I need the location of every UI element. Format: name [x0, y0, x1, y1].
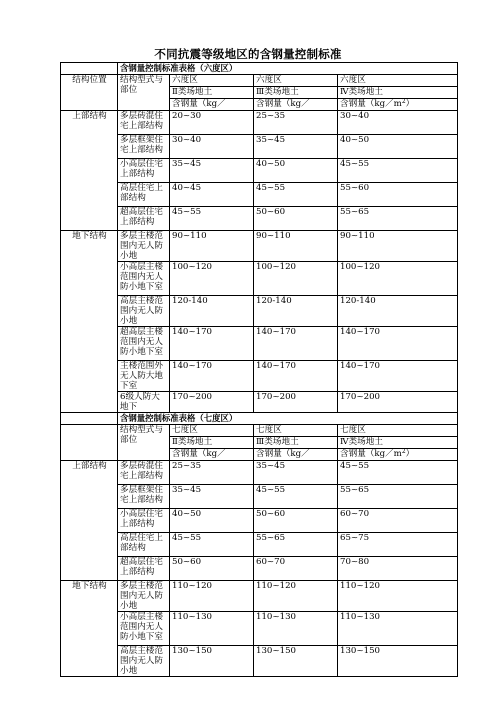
value-cell: 25~35 [170, 461, 254, 485]
section-heading: 含钢量控制标准表格（七度区） [118, 413, 458, 425]
value-cell: 140~170 [338, 327, 458, 361]
value-cell: 45~55 [338, 461, 458, 485]
zone-cell: 七度区 [254, 425, 338, 437]
value-cell: 45~55 [170, 207, 254, 231]
unit-close: ） [405, 449, 415, 459]
unit-cell: 含钢量（kg／ [170, 449, 254, 461]
type-cell: 主楼范围外无人防大地下室 [118, 361, 170, 392]
table-row [61, 135, 458, 159]
value-cell: 130~150 [254, 646, 338, 677]
value-cell: 120-140 [254, 296, 338, 327]
type-cell: 超高层主楼范围内无人防小地下室 [118, 327, 170, 361]
value-cell: 120-140 [170, 296, 254, 327]
value-cell: 110~130 [254, 612, 338, 646]
table-row [61, 296, 458, 327]
column-header-position: 结构位置 [61, 75, 118, 111]
table-row [61, 327, 458, 361]
type-cell: 小高层住宅上部结构 [118, 509, 170, 533]
value-cell: 20~30 [170, 111, 254, 135]
type-cell: 小高层住宅上部结构 [118, 159, 170, 183]
table-row [61, 509, 458, 533]
value-cell: 110~120 [170, 581, 254, 612]
zone-cell: 七度区 [170, 425, 254, 437]
value-cell: 170~200 [254, 392, 338, 413]
group-label: 地下结构 [61, 581, 118, 677]
value-cell: 65~75 [338, 533, 458, 557]
value-cell: 30~40 [170, 135, 254, 159]
value-cell: 130~150 [170, 646, 254, 677]
value-cell: 55~60 [338, 183, 458, 207]
value-cell: 140~170 [170, 361, 254, 392]
value-cell: 45~55 [338, 159, 458, 183]
zone-cell: 六度区 [338, 75, 458, 87]
value-cell: 55~65 [254, 533, 338, 557]
table-row [61, 183, 458, 207]
site-cell: Ⅱ类场地土 [170, 87, 254, 99]
table-row [61, 646, 458, 677]
value-cell: 55~65 [338, 485, 458, 509]
column-header-type: 结构型式与部位 [118, 425, 170, 461]
table-row [61, 231, 458, 262]
type-cell: 超高层住宅上部结构 [118, 207, 170, 231]
site-cell: Ⅳ类场地土 [338, 87, 458, 99]
value-cell: 40~45 [170, 183, 254, 207]
value-cell: 35~45 [170, 159, 254, 183]
zone-cell: 六度区 [254, 75, 338, 87]
table-row [61, 557, 458, 581]
site-cell: Ⅱ类场地土 [170, 437, 254, 449]
value-cell: 45~55 [254, 183, 338, 207]
value-cell: 100~120 [338, 262, 458, 296]
value-cell: 25~35 [254, 111, 338, 135]
value-cell: 90~110 [338, 231, 458, 262]
unit-cell [338, 99, 458, 111]
table-row [61, 581, 458, 612]
group-label: 地下结构 [61, 231, 118, 413]
unit-close: ） [405, 99, 415, 109]
value-cell: 140~170 [338, 361, 458, 392]
value-cell: 60~70 [338, 509, 458, 533]
unit-cell: 含钢量（kg／ [170, 99, 254, 111]
section-heading-row [61, 413, 458, 425]
group-label: 上部结构 [61, 111, 118, 231]
value-cell: 140~170 [254, 361, 338, 392]
column-header-type: 结构型式与部位 [118, 75, 170, 111]
value-cell: 110~130 [170, 612, 254, 646]
value-cell: 35~45 [170, 485, 254, 509]
value-cell: 170~200 [338, 392, 458, 413]
zone-cell: 六度区 [170, 75, 254, 87]
value-cell: 40~50 [254, 159, 338, 183]
value-cell: 130~150 [338, 646, 458, 677]
value-cell: 40~50 [170, 509, 254, 533]
table-row [61, 533, 458, 557]
type-cell: 多层砖混住宅上部结构 [118, 111, 170, 135]
value-cell: 50~60 [170, 557, 254, 581]
unit-superscript: 2 [401, 448, 406, 455]
value-cell: 170~200 [170, 392, 254, 413]
unit-text: 含钢量（kg／m [340, 99, 402, 109]
value-cell: 110~120 [338, 581, 458, 612]
type-cell: 6级人防大地下 [118, 392, 170, 413]
site-cell: Ⅲ类场地土 [254, 87, 338, 99]
value-cell: 90~110 [254, 231, 338, 262]
type-cell: 超高层住宅上部结构 [118, 557, 170, 581]
page-title: 不同抗震等级地区的含钢量控制标准 [154, 47, 342, 61]
value-cell: 100~120 [170, 262, 254, 296]
header-row-zone [61, 75, 458, 87]
table-row [61, 461, 458, 485]
header-row-zone [61, 425, 458, 437]
value-cell: 30~40 [338, 111, 458, 135]
value-cell: 35~45 [254, 461, 338, 485]
site-cell: Ⅳ类场地土 [338, 437, 458, 449]
type-cell: 高层住宅上部结构 [118, 533, 170, 557]
table-row [61, 612, 458, 646]
value-cell: 90~110 [170, 231, 254, 262]
type-cell: 高层主楼范围内无人防小地 [118, 296, 170, 327]
group-label: 上部结构 [61, 461, 118, 581]
value-cell: 40~50 [338, 135, 458, 159]
value-cell: 55~65 [338, 207, 458, 231]
value-cell: 140~170 [170, 327, 254, 361]
type-cell: 多层框架住宅上部结构 [118, 135, 170, 159]
unit-text: 含钢量（kg／m [340, 449, 402, 459]
section-heading-row [61, 63, 458, 75]
value-cell: 70~80 [338, 557, 458, 581]
type-cell: 多层主楼范围内无人防小地 [118, 231, 170, 262]
section-heading: 含钢量控制标准表格（六度区） [118, 63, 458, 75]
table-row [61, 392, 458, 413]
value-cell: 45~55 [170, 533, 254, 557]
steel-content-table [60, 62, 458, 677]
value-cell: 50~60 [254, 509, 338, 533]
type-cell: 多层主楼范围内无人防小地 [118, 581, 170, 612]
value-cell: 50~60 [254, 207, 338, 231]
type-cell: 多层框架住宅上部结构 [118, 485, 170, 509]
value-cell: 120-140 [338, 296, 458, 327]
value-cell: 35~45 [254, 135, 338, 159]
unit-cell [338, 449, 458, 461]
value-cell: 60~70 [254, 557, 338, 581]
value-cell: 140~170 [254, 327, 338, 361]
type-cell: 高层住宅上部结构 [118, 183, 170, 207]
type-cell: 多层砖混住宅上部结构 [118, 461, 170, 485]
type-cell: 高层主楼范围内无人防小地 [118, 646, 170, 677]
table-row [61, 159, 458, 183]
table-row [61, 207, 458, 231]
table-row [61, 111, 458, 135]
table-row [61, 485, 458, 509]
site-cell: Ⅲ类场地土 [254, 437, 338, 449]
type-cell: 小高层主楼范围内无人防小地下室 [118, 612, 170, 646]
value-cell: 45~55 [254, 485, 338, 509]
value-cell: 110~120 [254, 581, 338, 612]
type-cell: 小高层主楼范围内无人防小地下室 [118, 262, 170, 296]
unit-cell: 含钢量（kg／ [254, 449, 338, 461]
value-cell: 110~130 [338, 612, 458, 646]
value-cell: 100~120 [254, 262, 338, 296]
table-row [61, 361, 458, 392]
unit-cell: 含钢量（kg／ [254, 99, 338, 111]
table-row [61, 262, 458, 296]
unit-superscript: 2 [401, 98, 406, 105]
zone-cell: 七度区 [338, 425, 458, 437]
